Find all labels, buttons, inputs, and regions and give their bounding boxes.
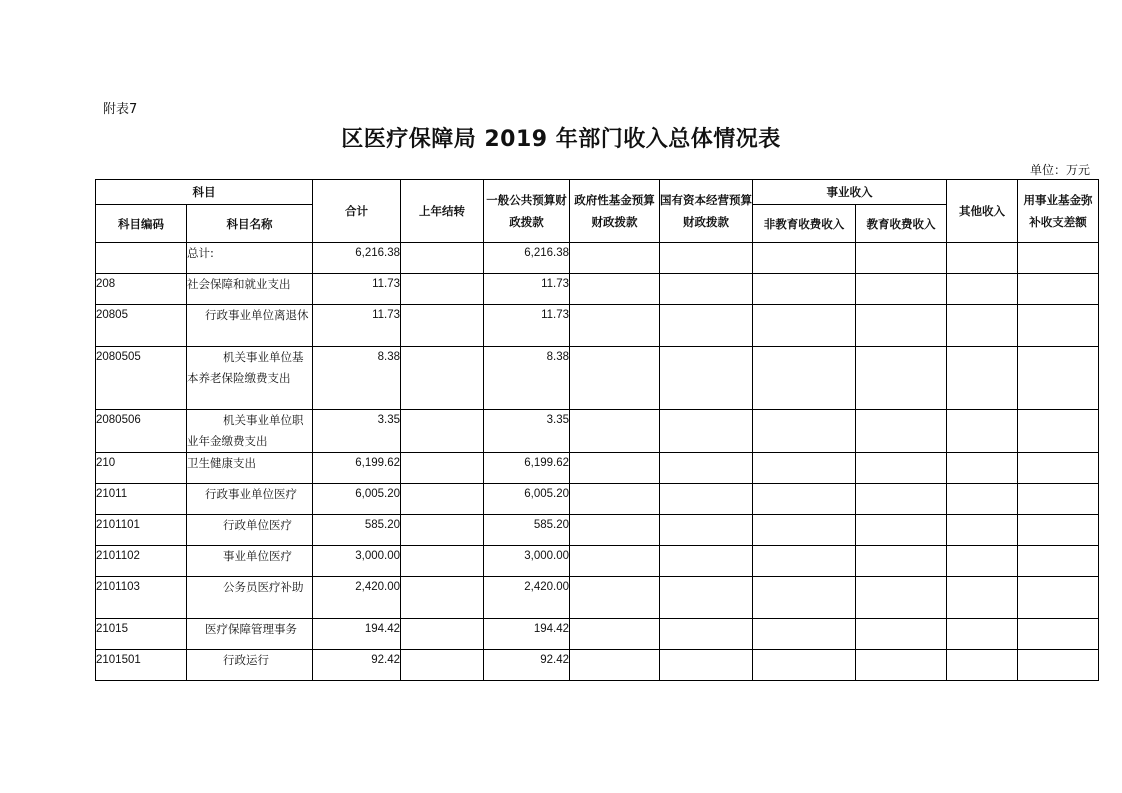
- header-state-capital: 国有资本经营预算财政拨款: [660, 180, 753, 243]
- state-capital-cell: [660, 347, 753, 410]
- fund-subsidy-cell: [1018, 274, 1099, 305]
- subject-name-cell: 行政事业单位医疗: [187, 484, 313, 515]
- header-edu-fee: 教育收费收入: [856, 205, 947, 243]
- subject-name-cell: 机关事业单位基本养老保险缴费支出: [187, 347, 313, 410]
- carryover-cell: [401, 243, 484, 274]
- edu-fee-cell: [856, 453, 947, 484]
- general-budget-cell: 6,216.38: [484, 243, 570, 274]
- carryover-cell: [401, 453, 484, 484]
- header-subject: 科目: [96, 180, 313, 205]
- total-cell: 3.35: [313, 410, 401, 453]
- edu-fee-cell: [856, 410, 947, 453]
- subject-code-cell: 2080505: [96, 347, 187, 410]
- header-general-budget: 一般公共预算财政拨款: [484, 180, 570, 243]
- carryover-cell: [401, 484, 484, 515]
- general-budget-cell: 194.42: [484, 619, 570, 650]
- edu-fee-cell: [856, 650, 947, 681]
- fund-subsidy-cell: [1018, 453, 1099, 484]
- header-other-income: 其他收入: [947, 180, 1018, 243]
- state-capital-cell: [660, 484, 753, 515]
- total-cell: 3,000.00: [313, 546, 401, 577]
- state-capital-cell: [660, 515, 753, 546]
- gov-fund-cell: [570, 650, 660, 681]
- total-cell: 11.73: [313, 305, 401, 347]
- fund-subsidy-cell: [1018, 515, 1099, 546]
- table-row: [96, 577, 1099, 619]
- subject-name-cell: 行政运行: [187, 650, 313, 681]
- subject-name-cell: 行政单位医疗: [187, 515, 313, 546]
- gov-fund-cell: [570, 274, 660, 305]
- other-income-cell: [947, 619, 1018, 650]
- subject-code-cell: 2101101: [96, 515, 187, 546]
- carryover-cell: [401, 305, 484, 347]
- header-subject-code: 科目编码: [96, 205, 187, 243]
- other-income-cell: [947, 577, 1018, 619]
- gov-fund-cell: [570, 305, 660, 347]
- subject-name-cell: 行政事业单位离退休: [187, 305, 313, 347]
- general-budget-cell: 6,005.20: [484, 484, 570, 515]
- other-income-cell: [947, 243, 1018, 274]
- header-subject-name: 科目名称: [187, 205, 313, 243]
- other-income-cell: [947, 305, 1018, 347]
- non-edu-fee-cell: [753, 515, 856, 546]
- subject-code-cell: 21011: [96, 484, 187, 515]
- header-business-income: 事业收入: [753, 180, 947, 205]
- income-table: [95, 179, 1099, 681]
- header-total: 合计: [313, 180, 401, 243]
- gov-fund-cell: [570, 577, 660, 619]
- fund-subsidy-cell: [1018, 577, 1099, 619]
- edu-fee-cell: [856, 546, 947, 577]
- other-income-cell: [947, 650, 1018, 681]
- table-row: [96, 243, 1099, 274]
- header-fund-subsidy: 用事业基金弥补收支差额: [1018, 180, 1099, 243]
- total-cell: 194.42: [313, 619, 401, 650]
- fund-subsidy-cell: [1018, 546, 1099, 577]
- gov-fund-cell: [570, 619, 660, 650]
- general-budget-cell: 8.38: [484, 347, 570, 410]
- carryover-cell: [401, 619, 484, 650]
- total-cell: 6,005.20: [313, 484, 401, 515]
- general-budget-cell: 2,420.00: [484, 577, 570, 619]
- other-income-cell: [947, 515, 1018, 546]
- subject-code-cell: 2101501: [96, 650, 187, 681]
- header-non-edu-fee: 非教育收费收入: [753, 205, 856, 243]
- state-capital-cell: [660, 410, 753, 453]
- non-edu-fee-cell: [753, 453, 856, 484]
- gov-fund-cell: [570, 484, 660, 515]
- non-edu-fee-cell: [753, 410, 856, 453]
- total-cell: 8.38: [313, 347, 401, 410]
- state-capital-cell: [660, 650, 753, 681]
- table-row: [96, 619, 1099, 650]
- table-row: [96, 515, 1099, 546]
- general-budget-cell: 6,199.62: [484, 453, 570, 484]
- carryover-cell: [401, 546, 484, 577]
- appendix-label: 附表7: [103, 102, 138, 117]
- other-income-cell: [947, 453, 1018, 484]
- subject-name-cell: 医疗保障管理事务: [187, 619, 313, 650]
- state-capital-cell: [660, 453, 753, 484]
- state-capital-cell: [660, 274, 753, 305]
- non-edu-fee-cell: [753, 243, 856, 274]
- fund-subsidy-cell: [1018, 243, 1099, 274]
- table-row: [96, 546, 1099, 577]
- other-income-cell: [947, 410, 1018, 453]
- non-edu-fee-cell: [753, 546, 856, 577]
- subject-code-cell: 208: [96, 274, 187, 305]
- carryover-cell: [401, 347, 484, 410]
- subject-name-cell: 公务员医疗补助: [187, 577, 313, 619]
- non-edu-fee-cell: [753, 305, 856, 347]
- general-budget-cell: 92.42: [484, 650, 570, 681]
- non-edu-fee-cell: [753, 347, 856, 410]
- state-capital-cell: [660, 619, 753, 650]
- fund-subsidy-cell: [1018, 650, 1099, 681]
- header-carryover: 上年结转: [401, 180, 484, 243]
- page-title: 区医疗保障局 2019 年部门收入总体情况表: [341, 127, 781, 152]
- general-budget-cell: 3,000.00: [484, 546, 570, 577]
- gov-fund-cell: [570, 347, 660, 410]
- subject-name-cell: 机关事业单位职业年金缴费支出: [187, 410, 313, 453]
- carryover-cell: [401, 274, 484, 305]
- carryover-cell: [401, 577, 484, 619]
- subject-code-cell: 20805: [96, 305, 187, 347]
- edu-fee-cell: [856, 274, 947, 305]
- table-row: [96, 410, 1099, 453]
- state-capital-cell: [660, 546, 753, 577]
- edu-fee-cell: [856, 484, 947, 515]
- table-row: [96, 650, 1099, 681]
- subject-name-cell: 社会保障和就业支出: [187, 274, 313, 305]
- fund-subsidy-cell: [1018, 347, 1099, 410]
- subject-name-cell: 卫生健康支出: [187, 453, 313, 484]
- general-budget-cell: 11.73: [484, 305, 570, 347]
- table-row: [96, 274, 1099, 305]
- other-income-cell: [947, 546, 1018, 577]
- total-cell: 6,216.38: [313, 243, 401, 274]
- other-income-cell: [947, 484, 1018, 515]
- edu-fee-cell: [856, 243, 947, 274]
- subject-code-cell: 2101102: [96, 546, 187, 577]
- gov-fund-cell: [570, 243, 660, 274]
- fund-subsidy-cell: [1018, 410, 1099, 453]
- other-income-cell: [947, 347, 1018, 410]
- fund-subsidy-cell: [1018, 305, 1099, 347]
- edu-fee-cell: [856, 305, 947, 347]
- table-row: [96, 453, 1099, 484]
- unit-label: 单位：万元: [1029, 163, 1090, 177]
- subject-name-cell: 事业单位医疗: [187, 546, 313, 577]
- non-edu-fee-cell: [753, 577, 856, 619]
- total-cell: 92.42: [313, 650, 401, 681]
- gov-fund-cell: [570, 410, 660, 453]
- total-cell: 585.20: [313, 515, 401, 546]
- header-gov-fund: 政府性基金预算财政拨款: [570, 180, 660, 243]
- state-capital-cell: [660, 243, 753, 274]
- gov-fund-cell: [570, 515, 660, 546]
- carryover-cell: [401, 650, 484, 681]
- state-capital-cell: [660, 577, 753, 619]
- fund-subsidy-cell: [1018, 619, 1099, 650]
- general-budget-cell: 585.20: [484, 515, 570, 546]
- other-income-cell: [947, 274, 1018, 305]
- subject-code-cell: 2080506: [96, 410, 187, 453]
- subject-code-cell: 21015: [96, 619, 187, 650]
- general-budget-cell: 11.73: [484, 274, 570, 305]
- fund-subsidy-cell: [1018, 484, 1099, 515]
- carryover-cell: [401, 515, 484, 546]
- subject-code-cell: 2101103: [96, 577, 187, 619]
- total-cell: 11.73: [313, 274, 401, 305]
- subject-name-cell: 总计:: [187, 243, 313, 274]
- edu-fee-cell: [856, 577, 947, 619]
- total-cell: 2,420.00: [313, 577, 401, 619]
- gov-fund-cell: [570, 453, 660, 484]
- non-edu-fee-cell: [753, 619, 856, 650]
- table-row: [96, 305, 1099, 347]
- total-cell: 6,199.62: [313, 453, 401, 484]
- non-edu-fee-cell: [753, 484, 856, 515]
- carryover-cell: [401, 410, 484, 453]
- general-budget-cell: 3.35: [484, 410, 570, 453]
- edu-fee-cell: [856, 347, 947, 410]
- subject-code-cell: 210: [96, 453, 187, 484]
- gov-fund-cell: [570, 546, 660, 577]
- non-edu-fee-cell: [753, 274, 856, 305]
- subject-code-cell: [96, 243, 187, 274]
- table-row: [96, 347, 1099, 410]
- edu-fee-cell: [856, 619, 947, 650]
- state-capital-cell: [660, 305, 753, 347]
- table-row: [96, 484, 1099, 515]
- edu-fee-cell: [856, 515, 947, 546]
- non-edu-fee-cell: [753, 650, 856, 681]
